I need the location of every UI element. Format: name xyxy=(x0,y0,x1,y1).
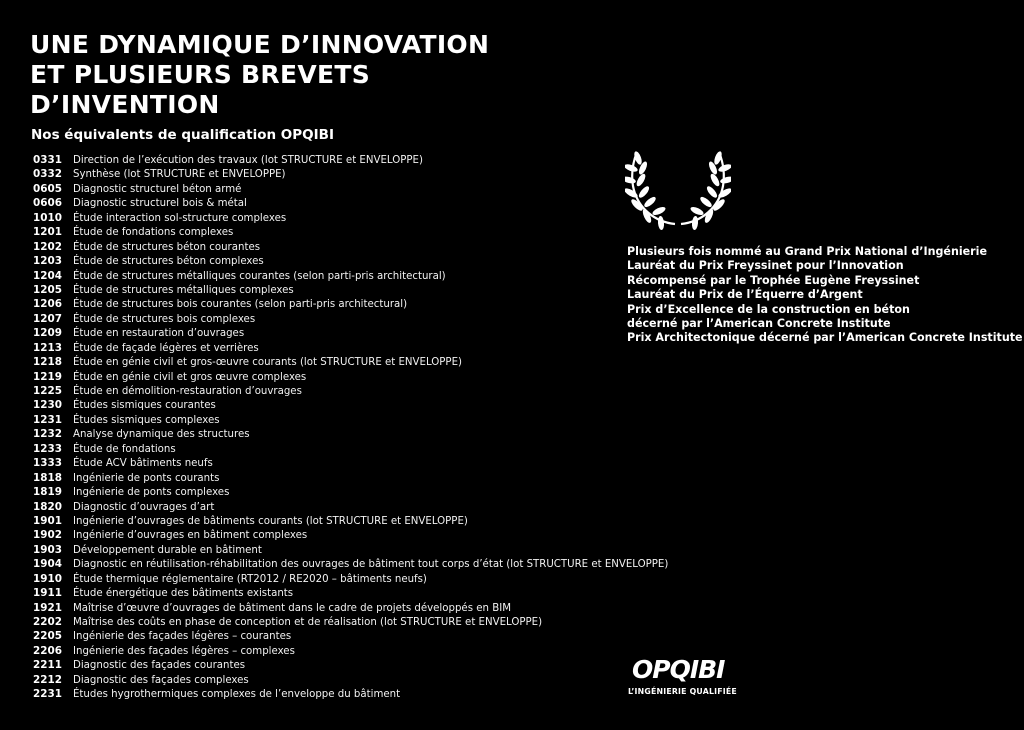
qualification-label: Étude de structures béton courantes xyxy=(73,241,261,253)
qualification-item xyxy=(33,442,668,456)
qualification-code: 1209 xyxy=(33,327,62,340)
qualification-item xyxy=(33,543,668,557)
qualification-code: 1219 xyxy=(33,370,62,383)
qualification-code: 0605 xyxy=(33,182,62,195)
qualification-item xyxy=(33,586,668,600)
award-item: Plusieurs fois nommé au Grand Prix National d’Ingénierie xyxy=(627,245,987,258)
qualification-label: Étude de structures béton complexes xyxy=(73,256,264,268)
award-item: Lauréat du Prix de l’Équerre d’Argent xyxy=(627,288,863,302)
page-title xyxy=(30,30,489,120)
qualification-item xyxy=(33,153,668,167)
qualification-item xyxy=(33,297,668,311)
qualification-label: Diagnostic en réutilisation-réhabilitation des ouvrages de bâtiment tout corps d’état (lot STRUCTURE et ENVELOPPE) xyxy=(73,559,669,571)
qualification-item xyxy=(33,312,668,326)
qualification-code: 1232 xyxy=(33,428,62,441)
qualification-label: Ingénierie de ponts courants xyxy=(73,472,220,484)
qualification-label: Diagnostic structurel béton armé xyxy=(73,183,242,195)
logo-wordmark: OPQIBI xyxy=(632,655,725,684)
qualification-label: Diagnostic des façades complexes xyxy=(73,674,249,686)
qualification-label: Maîtrise des coûts en phase de conception et de réalisation (lot STRUCTURE et ENVELOPPE) xyxy=(73,617,543,628)
qualification-label: Ingénierie d’ouvrages de bâtiments courants (lot STRUCTURE et ENVELOPPE) xyxy=(73,515,468,527)
qualification-item xyxy=(33,456,668,470)
qualification-code: 2206 xyxy=(33,644,62,657)
qualification-label: Étude en génie civil et gros-œuvre courants (lot STRUCTURE et ENVELOPPE) xyxy=(73,357,462,369)
qualification-code: 1818 xyxy=(33,471,62,484)
qualification-code: 1819 xyxy=(33,486,62,499)
qualification-code: 2231 xyxy=(33,688,62,701)
qualification-item xyxy=(33,615,668,629)
qualification-item xyxy=(33,572,668,586)
qualification-code: 0331 xyxy=(33,154,62,166)
qualification-item xyxy=(33,167,668,181)
qualification-label: Étude de fondations xyxy=(73,443,176,455)
qualification-label: Études sismiques complexes xyxy=(73,414,220,426)
qualification-label: Étude ACV bâtiments neufs xyxy=(73,458,213,470)
qualification-code: 1904 xyxy=(33,558,62,571)
qualification-label: Étude interaction sol-structure complexes xyxy=(73,212,287,224)
qualification-code: 1910 xyxy=(33,572,62,585)
qualification-label: Direction de l’exécution des travaux (lot STRUCTURE et ENVELOPPE) xyxy=(73,155,423,166)
qualification-code: 1203 xyxy=(33,255,62,268)
qualification-code: 1333 xyxy=(33,457,62,470)
qualification-code: 1921 xyxy=(33,601,62,614)
logo-tagline: L’INGÉNIERIE QUALIFIÉE xyxy=(628,687,737,696)
qualification-item xyxy=(33,196,668,210)
qualification-code: 1225 xyxy=(33,385,62,397)
qualification-code: 1207 xyxy=(33,312,62,325)
qualification-label: Synthèse (lot STRUCTURE et ENVELOPPE) xyxy=(73,169,286,181)
qualification-code: 1202 xyxy=(33,240,62,253)
qualification-item xyxy=(33,182,668,196)
qualification-label: Maîtrise d’œuvre d’ouvrages de bâtiment dans le cadre de projets développés en BIM xyxy=(73,602,511,614)
qualification-label: Étude de structures métalliques courantes (selon parti-pris architectural) xyxy=(73,270,446,282)
qualification-label: Diagnostic structurel bois & métal xyxy=(73,198,247,210)
qualification-label: Diagnostic des façades courantes xyxy=(73,660,246,672)
qualification-label: Étude de fondations complexes xyxy=(73,227,234,239)
qualification-code: 1201 xyxy=(33,226,62,239)
qualification-item xyxy=(33,413,668,427)
qualification-code: 2202 xyxy=(33,616,62,628)
qualification-item xyxy=(33,225,668,239)
title-line-1: UNE DYNAMIQUE D’INNOVATION xyxy=(30,30,490,59)
qualification-label: Étude en démolition-restauration d’ouvrages xyxy=(73,386,302,397)
qualification-item xyxy=(33,629,668,643)
qualification-item xyxy=(33,500,668,514)
qualification-item xyxy=(33,514,668,528)
laurel-wreath-icon xyxy=(625,150,731,232)
qualification-code: 1903 xyxy=(33,543,62,556)
qualification-code: 1010 xyxy=(33,211,62,224)
award-item: Prix d’Excellence de la construction en béton xyxy=(627,302,910,316)
qualification-label: Analyse dynamique des structures xyxy=(73,429,250,441)
qualification-item xyxy=(33,658,668,672)
qualification-label: Ingénierie de ponts complexes xyxy=(73,487,230,499)
qualification-code: 1902 xyxy=(33,529,62,542)
qualification-label: Ingénierie des façades légères – courantes xyxy=(73,631,292,643)
award-item: Prix Architectonique décerné par l’American Concrete Institute xyxy=(627,331,1023,345)
qualification-item xyxy=(33,644,668,658)
qualification-item xyxy=(33,211,668,225)
award-item: Récompensé par le Trophée Eugène Freyssinet xyxy=(627,273,920,287)
award-item: Lauréat du Prix Freyssinet pour l’Innovation xyxy=(627,259,904,273)
qualification-code: 2205 xyxy=(33,630,62,643)
qualification-item xyxy=(33,557,668,571)
qualification-label: Ingénierie des façades légères – complexes xyxy=(73,645,295,657)
qualification-code: 1233 xyxy=(33,442,62,455)
qualification-item xyxy=(33,673,668,687)
qualification-item xyxy=(33,687,668,701)
title-line-3: D’INVENTION xyxy=(30,90,220,119)
qualification-item xyxy=(33,355,668,369)
qualification-item xyxy=(33,528,668,542)
qualification-item xyxy=(33,384,668,398)
qualification-item xyxy=(33,254,668,268)
qualification-code: 0606 xyxy=(33,197,62,210)
award-item: décerné par l’American Concrete Institute xyxy=(627,317,891,331)
qualification-code: 1204 xyxy=(33,269,62,282)
qualification-label: Études sismiques courantes xyxy=(73,400,216,412)
qualification-label: Étude thermique réglementaire (RT2012 / RE2020 – bâtiments neufs) xyxy=(73,573,427,585)
section-subtitle: Nos équivalents de qualification OPQIBI xyxy=(31,127,334,143)
qualification-code: 1820 xyxy=(33,500,62,513)
qualification-label: Diagnostic d’ouvrages d’art xyxy=(73,501,215,513)
qualification-label: Étude de structures bois courantes (selon parti-pris architectural) xyxy=(73,299,408,311)
qualification-label: Ingénierie d’ouvrages en bâtiment complexes xyxy=(73,530,308,542)
qualification-item xyxy=(33,283,668,297)
qualification-item xyxy=(33,398,668,412)
qualification-code: 1231 xyxy=(33,413,62,426)
awards-list xyxy=(627,245,1023,346)
qualification-item xyxy=(33,240,668,254)
qualification-item xyxy=(33,269,668,283)
qualification-label: Étude en restauration d’ouvrages xyxy=(73,328,245,340)
qualification-code: 1230 xyxy=(33,399,62,412)
qualification-code: 1218 xyxy=(33,356,62,369)
qualification-code: 1206 xyxy=(33,298,62,311)
title-line-2: ET PLUSIEURS BREVETS xyxy=(30,60,371,89)
qualification-label: Développement durable en bâtiment xyxy=(73,544,262,556)
qualification-code: 1911 xyxy=(33,587,62,600)
qualification-code: 1901 xyxy=(33,514,62,527)
qualification-label: Étude de façade légères et verrières xyxy=(73,342,259,354)
qualification-code: 2212 xyxy=(33,673,62,686)
qualification-code: 2211 xyxy=(33,659,62,672)
qualification-item xyxy=(33,427,668,441)
qualification-label: Études hygrothermiques complexes de l’enveloppe du bâtiment xyxy=(73,689,401,701)
qualification-label: Étude de structures métalliques complexes xyxy=(73,284,294,296)
qualification-item xyxy=(33,326,668,340)
qualification-code: 1205 xyxy=(33,283,62,296)
qualification-label: Étude en génie civil et gros œuvre complexes xyxy=(73,371,307,383)
qualification-label: Étude énergétique des bâtiments existants xyxy=(73,588,294,600)
qualification-list xyxy=(33,153,668,702)
qualification-item xyxy=(33,370,668,384)
qualification-code: 1213 xyxy=(33,341,62,354)
qualification-code: 0332 xyxy=(33,168,62,181)
qualification-item xyxy=(33,485,668,499)
qualification-label: Étude de structures bois complexes xyxy=(73,313,256,325)
opqibi-logo xyxy=(628,656,753,702)
qualification-item xyxy=(33,341,668,355)
qualification-item xyxy=(33,471,668,485)
qualification-item xyxy=(33,601,668,615)
